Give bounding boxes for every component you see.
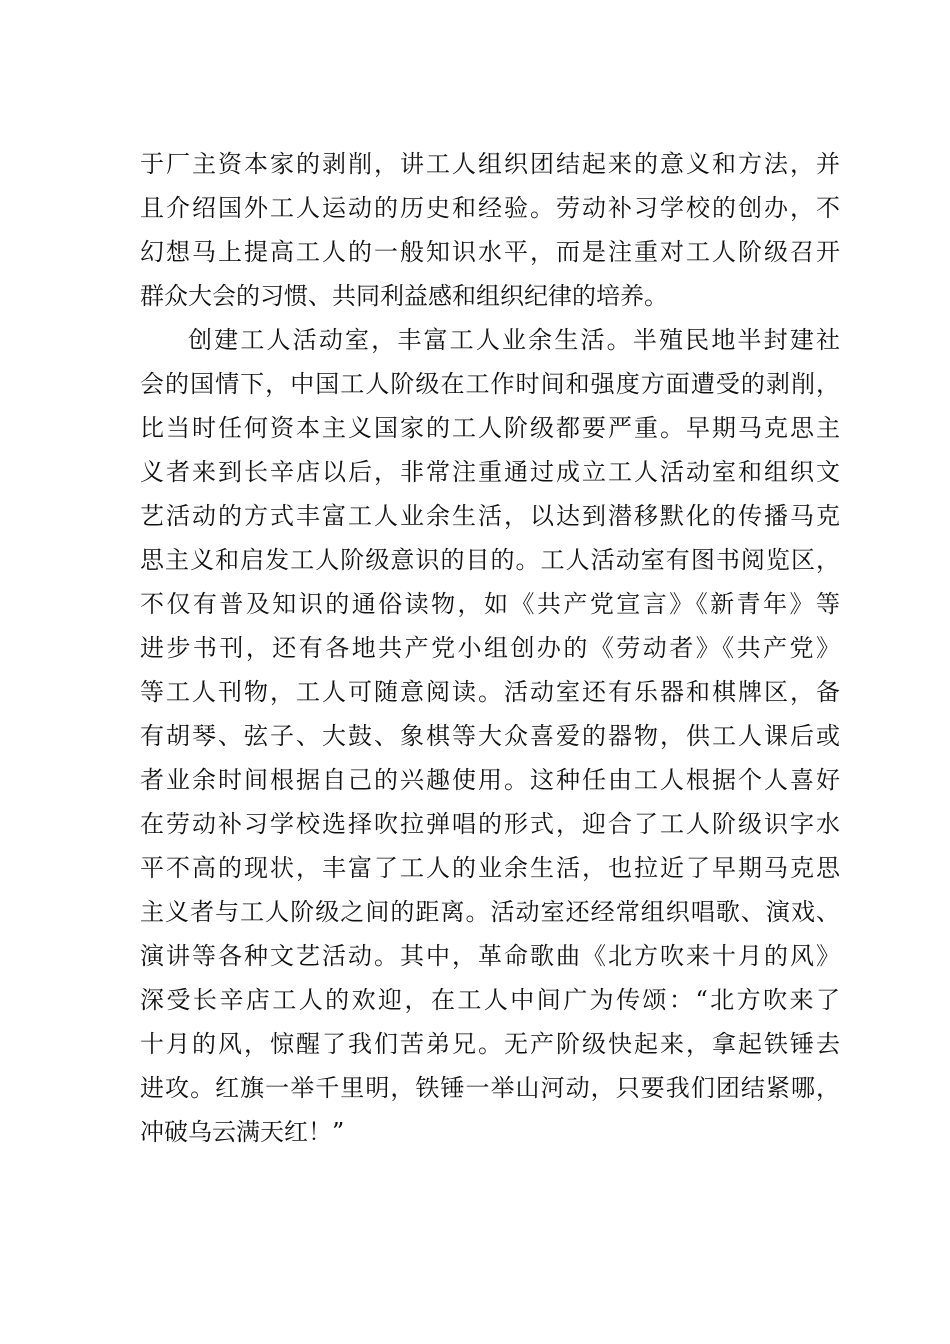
text-line: 进攻。红旗一举千里明，铁锤一举山河动，只要我们团结紧哪，: [140, 1074, 840, 1102]
text-line: 冲破乌云满天红！”: [140, 1118, 345, 1146]
text-line: 者业余时间根据自己的兴趣使用。这种任由工人根据个人喜好: [140, 766, 840, 794]
text-line: 等工人刊物，工人可随意阅读。活动室还有乐器和棋牌区，备: [140, 678, 840, 706]
text-line: 且介绍国外工人运动的历史和经验。劳动补习学校的创办，不: [140, 194, 840, 222]
text-line: 义者来到长辛店以后，非常注重通过成立工人活动室和组织文: [140, 458, 840, 486]
text-line: 创建工人活动室，丰富工人业余生活。半殖民地半封建社: [188, 326, 840, 354]
text-line: 进步书刊，还有各地共产党小组创办的《劳动者》《共产党》: [140, 634, 840, 662]
text-line: 平不高的现状，丰富了工人的业余生活，也拉近了早期马克思: [140, 854, 840, 882]
text-line: 群众大会的习惯、共同利益感和组织纪律的培养。: [140, 282, 668, 310]
text-line: 幻想马上提高工人的一般知识水平，而是注重对工人阶级召开: [140, 238, 840, 266]
text-line: 演讲等各种文艺活动。其中，革命歌曲《北方吹来十月的风》: [140, 942, 840, 970]
text-line: 有胡琴、弦子、大鼓、象棋等大众喜爱的器物，供工人课后或: [140, 722, 840, 750]
text-line: 十月的风，惊醒了我们苦弟兄。无产阶级快起来，拿起铁锤去: [140, 1030, 840, 1058]
text-line: 不仅有普及知识的通俗读物，如《共产党宣言》《新青年》等: [140, 590, 840, 618]
text-line: 艺活动的方式丰富工人业余生活，以达到潜移默化的传播马克: [140, 502, 840, 530]
text-line: 主义者与工人阶级之间的距离。活动室还经常组织唱歌、演戏、: [140, 898, 840, 926]
text-line: 思主义和启发工人阶级意识的目的。工人活动室有图书阅览区，: [140, 546, 840, 574]
text-line: 于厂主资本家的剥削，讲工人组织团结起来的意义和方法，并: [140, 150, 840, 178]
text-line: 深受长辛店工人的欢迎，在工人中间广为传颂：“北方吹来了: [140, 986, 840, 1014]
text-line: 会的国情下，中国工人阶级在工作时间和强度方面遭受的剥削，: [140, 370, 840, 398]
text-line: 比当时任何资本主义国家的工人阶级都要严重。早期马克思主: [140, 414, 840, 442]
text-line: 在劳动补习学校选择吹拉弹唱的形式，迎合了工人阶级识字水: [140, 810, 840, 838]
